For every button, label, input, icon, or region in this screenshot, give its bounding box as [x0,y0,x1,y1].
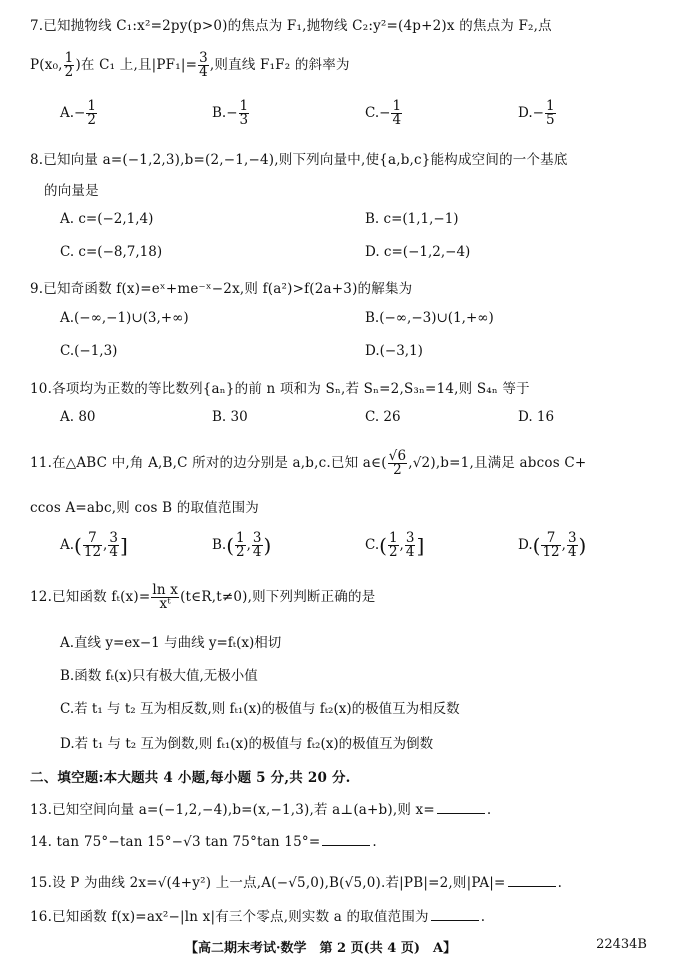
q10-option-c[interactable]: C. 26 [365,409,401,425]
q7-option-b[interactable]: B.− $\frac{1}{3}$ [212,98,249,128]
q7-option-a[interactable]: A.− $\frac{1}{2}$ [60,98,96,128]
q9-stem: 9.已知奇函数 f(x)=eˣ+me⁻ˣ−2x,则 f(a²)>f(2a+3)的解集为 [30,281,413,297]
q15: 15.设 P 为曲线 2x=√(4+y²) 上一点,A(−√5,0),B(√5,0).若|PB|=2,则|PA|= . [30,875,563,891]
q8-option-a[interactable]: A. c=(−2,1,4) [60,211,154,227]
q9-option-b[interactable]: B.(−∞,−3)∪(1,+∞) [365,310,494,326]
page-footer [0,937,677,957]
q10-stem: 10.各项均为正数的等比数列{aₙ}的前 n 项和为 Sₙ,若 Sₙ=2,S₃ₙ=14,则 S₄ₙ 等于 [30,381,530,397]
q15-answer-blank[interactable] [508,874,556,887]
q10-option-b[interactable]: B. 30 [212,409,248,425]
q12-option-c[interactable]: C.若 t₁ 与 t₂ 互为相反数,则 fₜ₁(x)的极值与 fₜ₂(x)的极值互为相反数 [60,701,460,717]
q9-option-a[interactable]: A.(−∞,−1)∪(3,+∞) [60,310,189,326]
q16-answer-blank[interactable] [431,908,479,921]
footer-page-info: 【高二期末考试·数学 第 2 页(共 4 页) A】 [185,941,457,956]
q11-option-c[interactable]: C.( $\frac{1}{2}$ , $\frac{3}{4}$ ] [365,530,425,560]
q10-option-a[interactable]: A. 80 [60,409,96,425]
q7-frac-dist: $\frac{3}{4}$ [199,50,208,80]
q12-option-b[interactable]: B.函数 fₜ(x)只有极大值,无极小值 [60,668,258,684]
q14-answer-blank[interactable] [322,833,370,846]
q9-option-d[interactable]: D.(−3,1) [365,343,423,359]
q7-stem-line1: 7.已知抛物线 C₁:x²=2py(p>0)的焦点为 F₁,抛物线 C₂:y²=(4p+2)x 的焦点为 F₂,点 [30,18,552,34]
q11-stem-line2: ccos A=abc,则 cos B 的取值范围为 [30,500,259,516]
q11-stem-line1: 11.在△ABC 中,角 A,B,C 所对的边分别是 a,b,c.已知 a∈( $\frac{√6}{2}$ ,√2),b=1,且满足 abcos C+ [30,448,587,478]
q10-option-d[interactable]: D. 16 [518,409,555,425]
q7-option-c[interactable]: C.− $\frac{1}{4}$ [365,98,402,128]
q9-option-c[interactable]: C.(−1,3) [60,343,118,359]
q8-option-b[interactable]: B. c=(1,1,−1) [365,211,459,227]
q11-option-a[interactable]: A.( $\frac{7}{12}$ , $\frac{3}{4}$ ] [60,530,128,560]
section2-heading: 二、填空题:本大题共 4 小题,每小题 5 分,共 20 分. [30,770,351,786]
q13: 13.已知空间向量 a=(−1,2,−4),b=(x,−1,3),若 a⊥(a+b),则 x= . [30,802,492,818]
q11-option-b[interactable]: B.( $\frac{1}{2}$ , $\frac{3}{4}$ ) [212,530,272,560]
q7-option-d[interactable]: D.− $\frac{1}{5}$ [518,98,555,128]
q7-stem-line2: P(x₀, $\frac{1}{2}$ )在 C₁ 上,且|PF₁|= $\frac{3}{4}$ ,则直线 F₁F₂ 的斜率为 [30,50,350,80]
q13-answer-blank[interactable] [437,801,485,814]
q11-frac-sqrt6: $\frac{√6}{2}$ [388,448,407,478]
q16: 16.已知函数 f(x)=ax²−|ln x|有三个零点,则实数 a 的取值范围为 . [30,909,486,925]
q14: 14. tan 75°−tan 15°−√3 tan 75°tan 15°= . [30,834,377,850]
q12-option-a[interactable]: A.直线 y=ex−1 与曲线 y=fₜ(x)相切 [60,635,282,651]
q12-option-d[interactable]: D.若 t₁ 与 t₂ 互为倒数,则 fₜ₁(x)的极值与 fₜ₂(x)的极值互为倒数 [60,736,434,752]
q11-option-d[interactable]: D.( $\frac{7}{12}$ , $\frac{3}{4}$ ) [518,530,587,560]
q8-option-d[interactable]: D. c=(−1,2,−4) [365,244,471,260]
q12-stem: 12.已知函数 fₜ(x)= $\frac{\text{ln x}}{\text{xᵗ}}$ (t∈R,t≠0),则下列判断正确的是 [30,582,376,612]
q12-frac: $\frac{\text{ln x}}{\text{xᵗ}}$ [152,582,179,612]
footer-code: 22434B [596,937,647,952]
q8-option-c[interactable]: C. c=(−8,7,18) [60,244,163,260]
q7-frac-point: $\frac{1}{2}$ [64,50,74,80]
q8-stem-line1: 8.已知向量 a=(−1,2,3),b=(2,−1,−4),则下列向量中,使{a,b,c}能构成空间的一个基底 [30,152,568,168]
q8-stem-line2: 的向量是 [44,183,99,199]
